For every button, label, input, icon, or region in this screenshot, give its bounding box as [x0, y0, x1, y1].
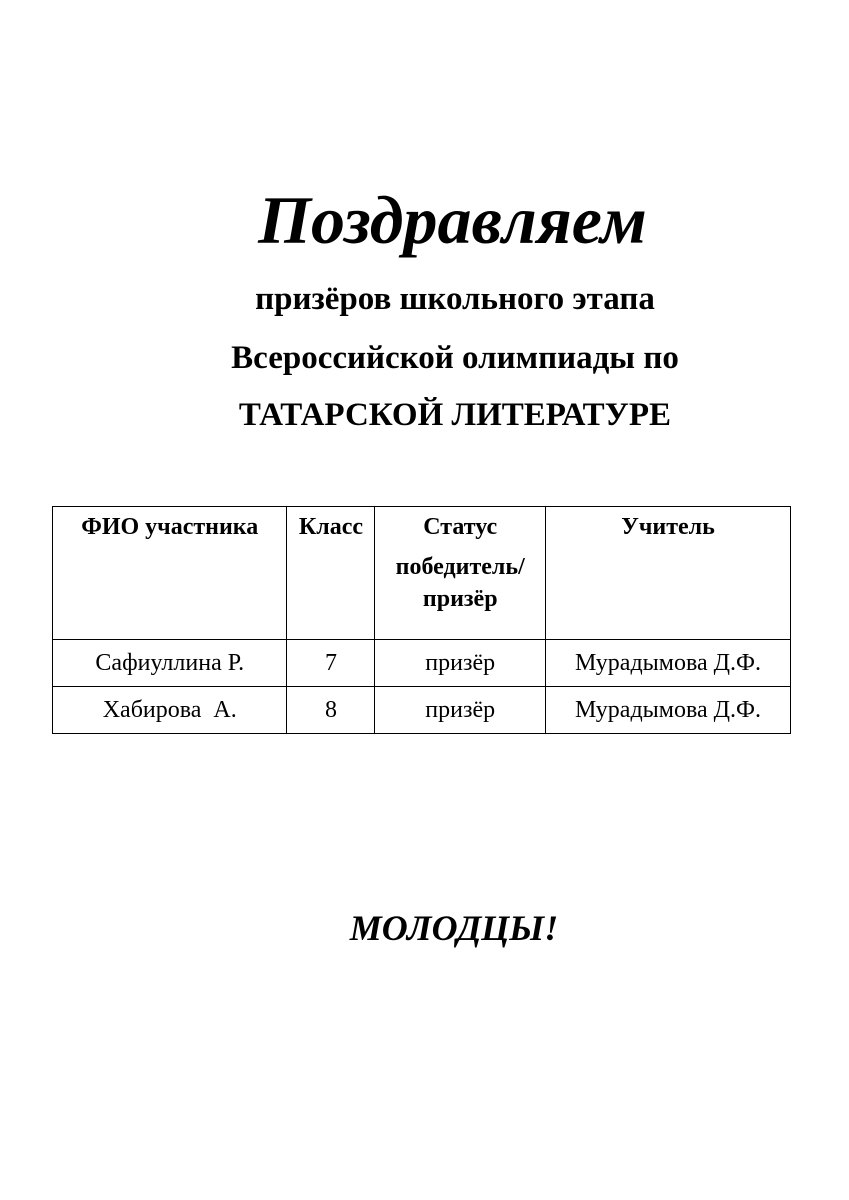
subtitle-line-1: призёров школьного этапа: [255, 281, 655, 317]
results-table: [52, 506, 791, 734]
subtitle-line-3: ТАТАРСКОЙ ЛИТЕРАТУРЕ: [238, 397, 672, 433]
cell-teacher: Мурадымова Д.Ф.: [546, 640, 791, 687]
header-status: [375, 507, 546, 640]
header-status-line1: Статус: [423, 514, 498, 540]
header-name: ФИО участника: [53, 507, 287, 640]
cell-status: призёр: [375, 687, 546, 734]
table-header-row: [53, 507, 791, 640]
table-row: [53, 640, 791, 687]
cell-teacher: Мурадымова Д.Ф.: [546, 687, 791, 734]
cell-class: 8: [287, 687, 375, 734]
header-teacher: Учитель: [546, 507, 791, 640]
page-title: Поздравляем: [258, 182, 647, 258]
cell-class: 7: [287, 640, 375, 687]
cell-status: призёр: [375, 640, 546, 687]
header-class: Класс: [287, 507, 375, 640]
header-status-line2: победитель/ призёр: [395, 554, 525, 612]
subtitle-line-2: Всероссийской олимпиады по: [231, 340, 679, 376]
table-row: [53, 687, 791, 734]
footer-text: МОЛОДЦЫ!: [349, 908, 559, 948]
cell-name: Хабирова А.: [53, 687, 287, 734]
cell-name: Сафиуллина Р.: [53, 640, 287, 687]
